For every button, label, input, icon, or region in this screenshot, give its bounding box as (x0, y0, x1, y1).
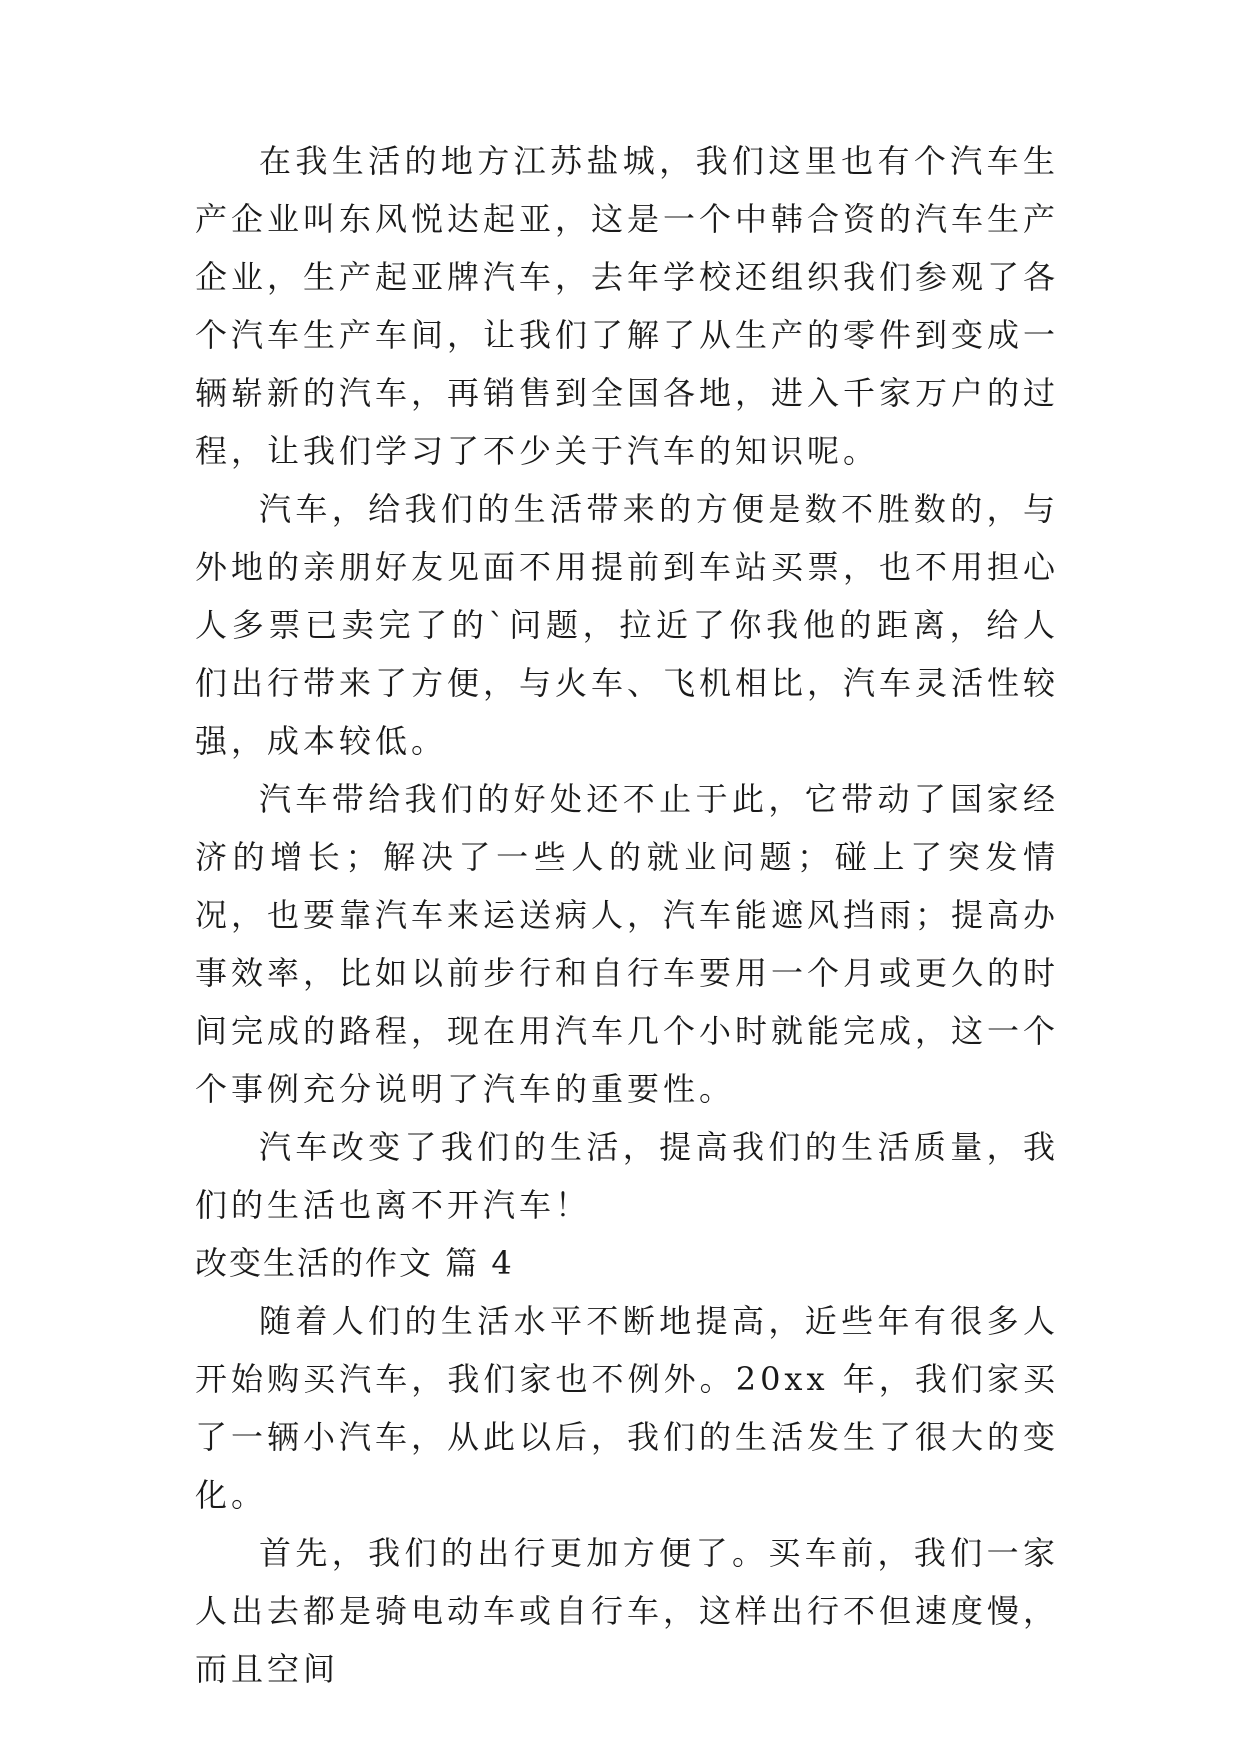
paragraph-car-benefits: 汽车带给我们的好处还不止于此，它带动了国家经济的增长；解决了一些人的就业问题；碰上了突发情况，也要靠汽车来运送病人，汽车能遮风挡雨；提高办事效率，比如以前步行和自行车要用一个月或更久的时间完成的路程，现在用汽车几个小时就能完成，这一个个事例充分说明了汽车的重要性。 (195, 780, 1060, 1108)
document-body (195, 132, 1059, 1698)
paragraph-car-conclusion: 汽车改变了我们的生活，提高我们的生活质量，我们的生活也离不开汽车！ (195, 1128, 1059, 1224)
paragraph-car-convenience: 汽车，给我们的生活带来的方便是数不胜数的，与外地的亲朋好友见面不用提前到车站买票，也不用担心人多票已卖完了的`问题，拉近了你我他的距离，给人们出行带来了方便，与火车、飞机相比，汽车灵活性较强，成本较低。 (195, 490, 1060, 760)
paragraph-yancheng-factory: 在我生活的地方江苏盐城，我们这里也有个汽车生产企业叫东风悦达起亚，这是一个中韩合资的汽车生产企业，生产起亚牌汽车，去年学校还组织我们参观了各个汽车生产车间，让我们了解了从生产的零件到变成一辆崭新的汽车，再销售到全国各地，进入千家万户的过程，让我们学习了不少关于汽车的知识呢。 (195, 142, 1060, 470)
paragraph-travel-convenience: 首先，我们的出行更加方便了。买车前，我们一家人出去都是骑电动车或自行车，这样出行不但速度慢，而且空间 (195, 1534, 1060, 1688)
section-heading: 改变生活的作文 篇 4 (195, 1244, 514, 1282)
paragraph-buying-car: 随着人们的生活水平不断地提高，近些年有很多人开始购买汽车，我们家也不例外。20xx 年，我们家买了一辆小汽车，从此以后，我们的生活发生了很大的变化。 (195, 1302, 1060, 1514)
